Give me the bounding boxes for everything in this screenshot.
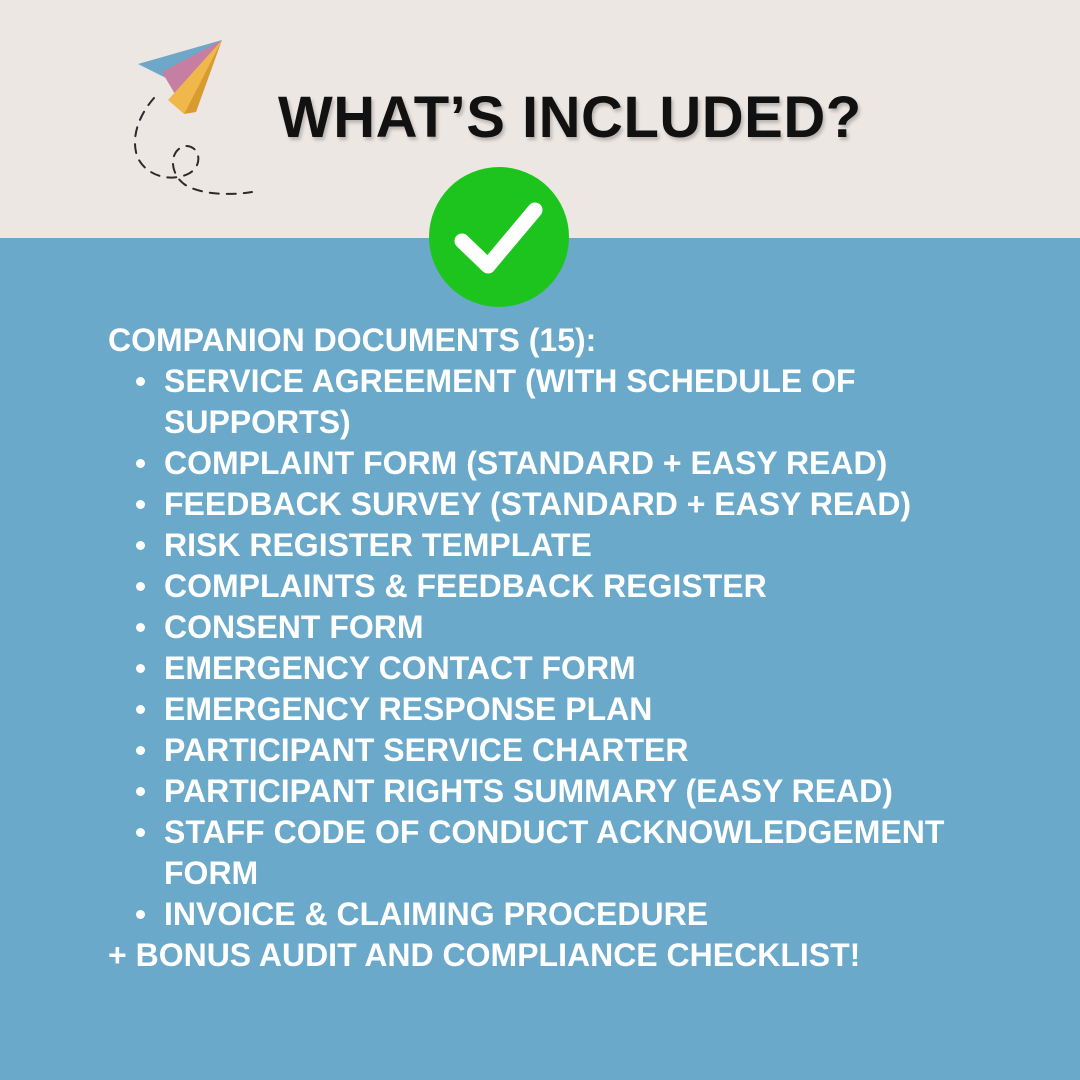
- bullet-icon: [136, 705, 145, 714]
- list-item: [108, 361, 1008, 443]
- list-item-label: PARTICIPANT RIGHTS SUMMARY (EASY READ): [164, 773, 893, 809]
- bullet-icon: [136, 664, 145, 673]
- list-item-label: RISK REGISTER TEMPLATE: [164, 527, 592, 563]
- page-title: WHAT’S INCLUDED?: [278, 85, 862, 150]
- list-item: [108, 648, 1008, 689]
- bonus-line: + BONUS AUDIT AND COMPLIANCE CHECKLIST!: [108, 937, 861, 973]
- list-item: [108, 689, 1008, 730]
- list-item: [108, 566, 1008, 607]
- bullet-icon: [136, 828, 145, 837]
- section-heading: COMPANION DOCUMENTS (15):: [108, 322, 597, 358]
- check-circle-icon: [429, 167, 569, 307]
- list-item: [108, 730, 1008, 771]
- list-item: [108, 771, 1008, 812]
- list-item-label: COMPLAINTS & FEEDBACK REGISTER: [164, 568, 767, 604]
- document-list: [108, 361, 1008, 935]
- list-item: [108, 607, 1008, 648]
- list-item-label: STAFF CODE OF CONDUCT ACKNOWLEDGEMENT FORM: [164, 814, 945, 891]
- list-item: [108, 443, 1008, 484]
- list-item-label: INVOICE & CLAIMING PROCEDURE: [164, 896, 709, 932]
- bullet-icon: [136, 500, 145, 509]
- bullet-icon: [136, 746, 145, 755]
- list-item-label: EMERGENCY RESPONSE PLAN: [164, 691, 653, 727]
- list-item-label: FEEDBACK SURVEY (STANDARD + EASY READ): [164, 486, 912, 522]
- bullet-icon: [136, 377, 145, 386]
- list-item: [108, 484, 1008, 525]
- list-item-label: CONSENT FORM: [164, 609, 424, 645]
- list-item-label: COMPLAINT FORM (STANDARD + EASY READ): [164, 445, 888, 481]
- list-item: [108, 894, 1008, 935]
- bullet-icon: [136, 541, 145, 550]
- included-content: [108, 320, 1008, 976]
- paper-plane-icon: [128, 36, 258, 200]
- bullet-icon: [136, 787, 145, 796]
- list-item-label: SERVICE AGREEMENT (WITH SCHEDULE OF SUPPORTS): [164, 363, 856, 440]
- list-item: [108, 525, 1008, 566]
- bullet-icon: [136, 459, 145, 468]
- bullet-icon: [136, 582, 145, 591]
- bullet-icon: [136, 910, 145, 919]
- list-item-label: EMERGENCY CONTACT FORM: [164, 650, 636, 686]
- bullet-icon: [136, 623, 145, 632]
- list-item-label: PARTICIPANT SERVICE CHARTER: [164, 732, 689, 768]
- list-item: [108, 812, 1008, 894]
